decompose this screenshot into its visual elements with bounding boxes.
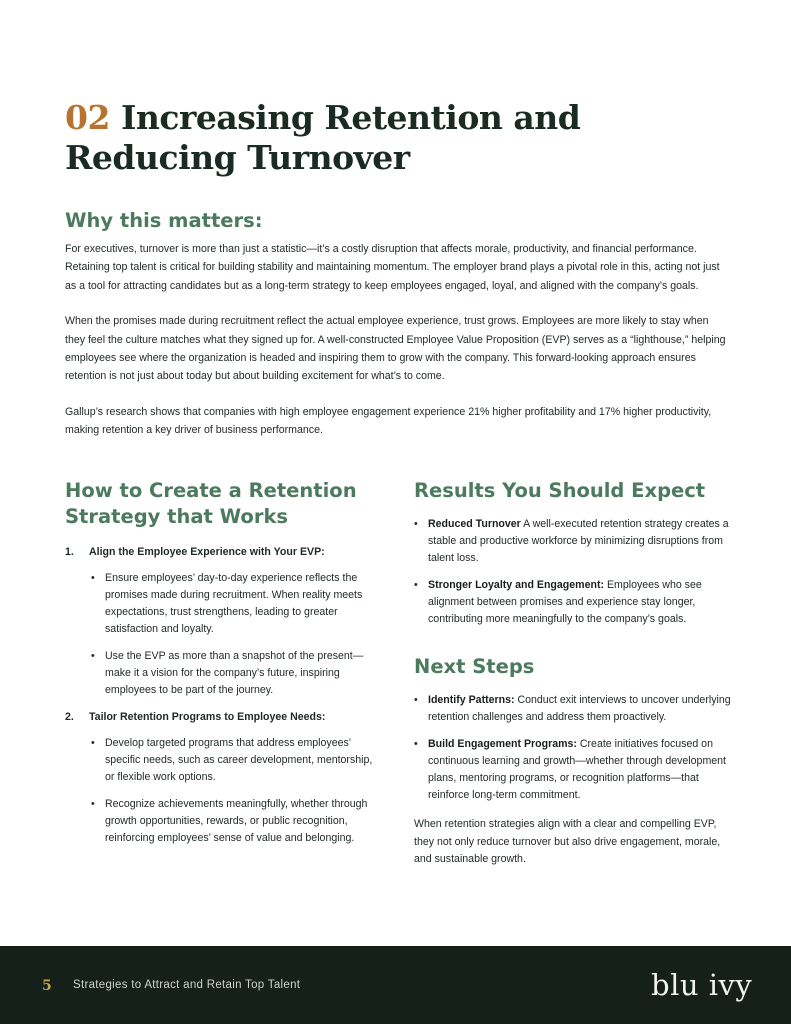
page-title	[65, 98, 585, 178]
intro-paragraph-3: Gallup’s research shows that companies with high employee engagement experience 21% higher profitability and 17% higher productivity, making retention a key driver of business performance.	[65, 405, 712, 437]
intro-paragraph-2: When the promises made during recruitment reflect the actual employee experience, trust grows. Employees are more likely to stay when they feel the culture matches what they signed up for. A well-constructed Employee Value Proposition (EVP) serves as a “lighthouse,” helping employees see where the organization is headed and inspiring them to grow with the company. This forward-looking approach ensures retention is not just about today but about building excitement for what’s to come.	[65, 315, 726, 383]
next-2-text: Create initiatives focused on continuous learning and growth—whether through development plans, mentoring programs, or recognition platforms—that reinforce long-term commitment.	[428, 738, 726, 801]
list-item: • Develop targeted programs that address employees’ specific needs, such as career development, mentorship, or flexible work options.	[91, 735, 375, 786]
result-1-label: Reduced Turnover	[428, 518, 521, 530]
section-title-text: Increasing Retention and Reducing Turnover	[65, 98, 581, 177]
step-2-number: 2.	[65, 711, 74, 723]
how-heading: How to Create a Retention Strategy that Works	[65, 479, 357, 528]
closing-paragraph: When retention strategies align with a clear and compelling EVP, they not only reduce turnover but also drive engagement, morale, and sustainable growth.	[414, 818, 721, 865]
result-2-label: Stronger Loyalty and Engagement:	[428, 579, 604, 591]
intro-section	[65, 240, 730, 457]
list-item: • Recognize achievements meaningfully, whether through growth opportunities, rewards, or public recognition, reinforcing employees’ sense of value and belonging.	[91, 796, 375, 847]
results-column	[414, 478, 734, 869]
next-2-label: Build Engagement Programs:	[428, 738, 577, 750]
list-item	[414, 736, 734, 804]
brand-logo: blu ivy	[651, 968, 753, 1002]
next-1-text: Conduct exit interviews to uncover underlying retention challenges and address them proactively.	[428, 694, 731, 723]
result-1-text: A well-executed retention strategy creates a stable and productive workforce by minimizing disruptions from talent loss.	[428, 518, 729, 564]
step-1-title: Align the Employee Experience with Your EVP:	[89, 546, 325, 558]
intro-paragraph-1: For executives, turnover is more than just a statistic—it’s a costly disruption that affects morale, productivity, and financial performance. Retaining top talent is critical for building stability and maintaining momentum. The employer brand plays a pivotal role in this, acting not just as a tool for attracting candidates but as a long-term strategy to keep employees engaged, loyal, and aligned with the company’s goals.	[65, 243, 720, 292]
result-2-text: Employees who see alignment between promises and experience stay longer, contributing more meaningfully to the company’s goals.	[428, 579, 702, 625]
step-1-number: 1.	[65, 546, 74, 558]
page-number: 5	[42, 978, 52, 994]
list-item: • Ensure employees’ day-to-day experience reflects the promises made during recruitment. When reality meets expectations, trust strengthens, leading to greater satisfaction and loyalty.	[91, 570, 375, 638]
list-item	[414, 692, 734, 726]
how-column	[65, 478, 375, 857]
section-number: 02	[65, 98, 110, 137]
next-steps-list	[414, 692, 734, 804]
step-1	[65, 544, 375, 561]
list-item: • Use the EVP as more than a snapshot of the present—make it a vision for the company’s future, inspiring employees to be part of the journey.	[91, 648, 375, 699]
document-title: Strategies to Attract and Retain Top Talent	[73, 979, 301, 991]
page-footer	[0, 946, 791, 1024]
step-2-bullets	[65, 735, 375, 847]
next-steps-heading: Next Steps	[414, 655, 535, 678]
results-heading: Results You Should Expect	[414, 479, 706, 502]
step-2	[65, 709, 375, 726]
list-item	[414, 516, 734, 567]
list-item	[414, 577, 734, 628]
step-1-bullets	[65, 570, 375, 699]
next-1-label: Identify Patterns:	[428, 694, 515, 706]
results-list	[414, 516, 734, 628]
step-2-title: Tailor Retention Programs to Employee Needs:	[89, 711, 326, 723]
why-heading: Why this matters:	[65, 209, 263, 232]
